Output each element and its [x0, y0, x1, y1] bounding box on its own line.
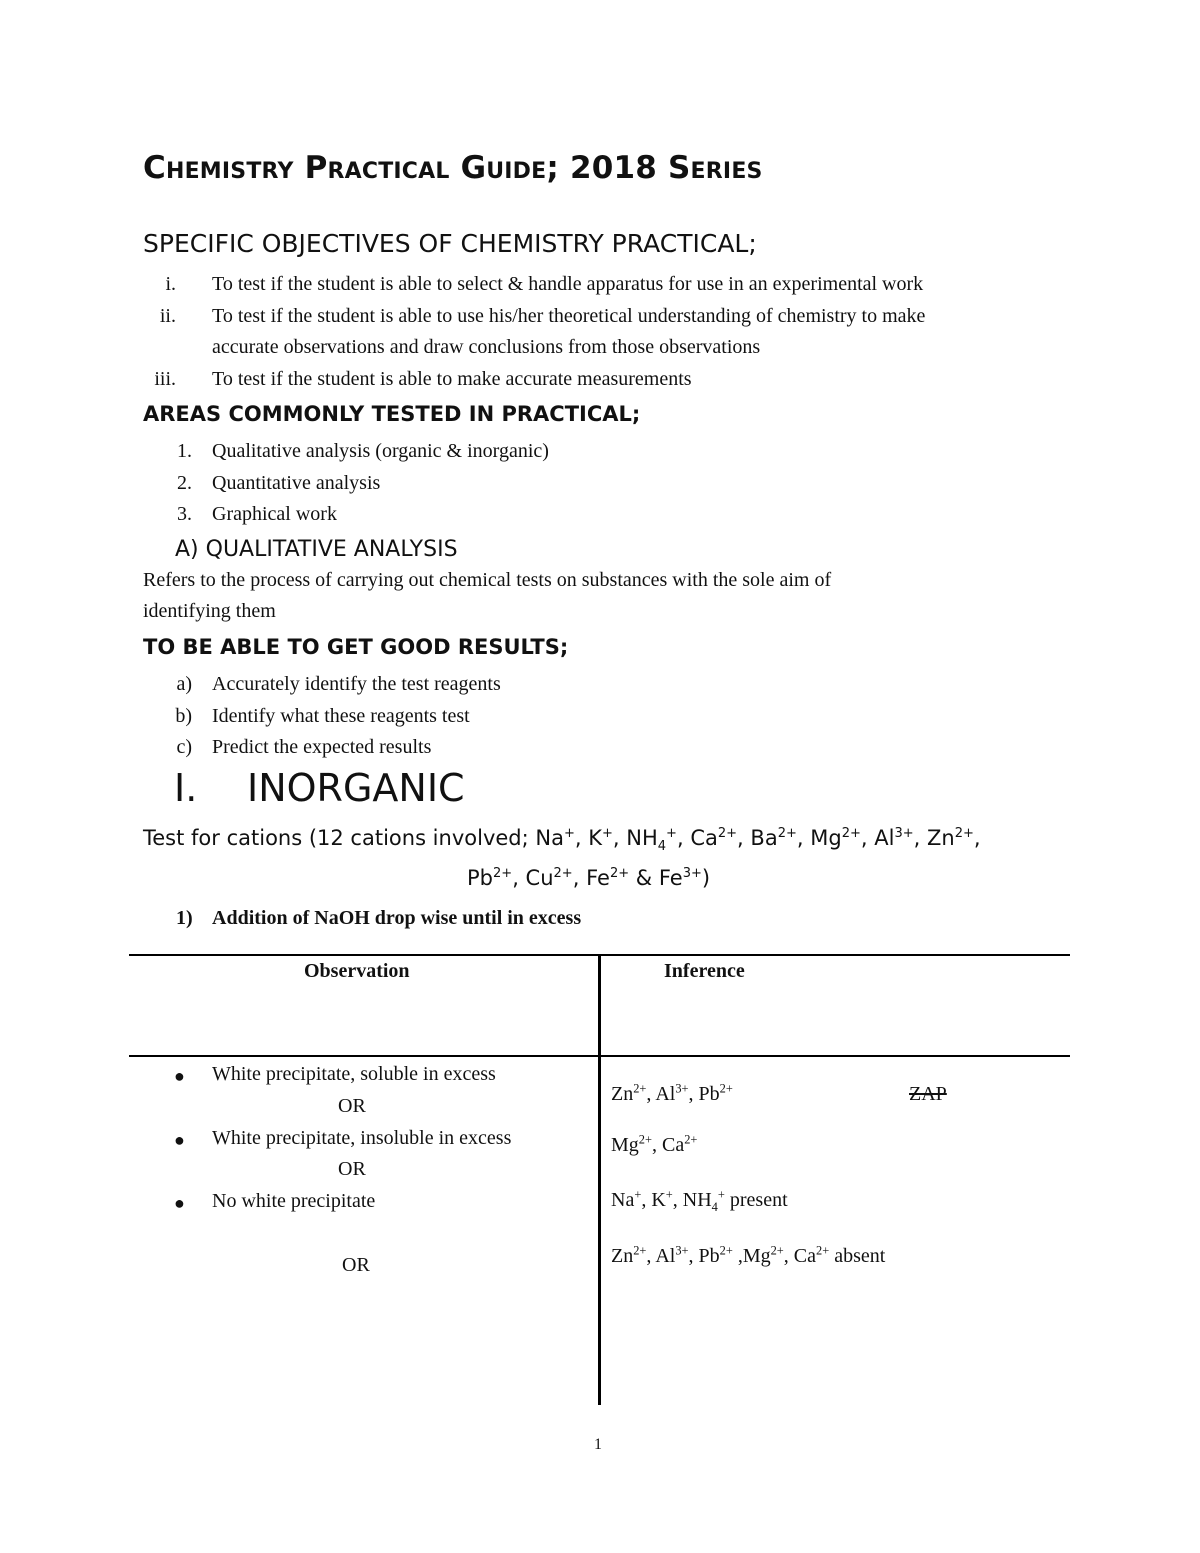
objective-number: iii. [154, 368, 176, 390]
area-text: Qualitative analysis (organic & inorganic) [212, 440, 549, 462]
objective-number: ii. [159, 305, 176, 327]
section-number: I. [174, 766, 198, 810]
good-results-heading: TO BE ABLE TO GET GOOD RESULTS; [143, 635, 569, 659]
inference-ions: Na+, K+, $NH_4^+$ present [611, 1187, 788, 1214]
areas-heading: AREAS COMMONLY TESTED IN PRACTICAL; [143, 402, 641, 426]
qualitative-heading: A) QUALITATIVE ANALYSIS [175, 537, 458, 562]
area-number: 2. [177, 472, 192, 494]
observation-text: No white precipitate [212, 1190, 376, 1212]
or-text: OR [338, 1095, 366, 1117]
objective-text: To test if the student is able to make accurate measurements [212, 368, 692, 390]
section-heading: INORGANIC [247, 766, 465, 810]
step-letter: a) [176, 673, 192, 695]
bullet-icon: ● [174, 1193, 185, 1213]
inference-ions: $Mg^{2+}$, $Ca^{2+}$ [611, 1132, 698, 1156]
observation-header: Observation [304, 960, 410, 982]
area-text: Graphical work [212, 503, 337, 525]
inference-ions: $Zn^{2+}$, $Al^{3+}$, $Pb^{2+}$ $,Mg^{2+}$, $Ca^{2+}$ absent [611, 1243, 886, 1267]
or-text: OR [342, 1254, 370, 1276]
cations-list-line: Test for cations (12 cations involved; Na+, K+, $NH_4^+$, $Ca^{2+}$, $Ba^{2+}$, $Mg^{2+}$, $Al^{3+}$, $Zn^{2+}$, [143, 826, 981, 855]
area-number: 1. [177, 440, 192, 462]
objective-text: To test if the student is able to select & handle apparatus for use in an experimental work [212, 273, 924, 295]
step-text: Accurately identify the test reagents [212, 673, 501, 695]
test-heading: Addition of NaOH drop wise until in excess [212, 907, 582, 929]
page-number: 1 [594, 1436, 602, 1453]
cations-list-line: $Pb^{2+}$, $Cu^{2+}$, $Fe^{2+}$ & $Fe^{3+}$) [467, 866, 711, 890]
observation-text: White precipitate, soluble in excess [212, 1063, 496, 1085]
inference-ions: $Zn^{2+}$, $Al^{3+}$, $Pb^{2+}$ [611, 1081, 733, 1105]
objective-text: To test if the student is able to use his/her theoretical understanding of chemistry to make [212, 305, 926, 327]
qualitative-description-line: Refers to the process of carrying out chemical tests on substances with the sole aim of [143, 569, 832, 591]
or-text: OR [338, 1158, 366, 1180]
objective-text-continuation: accurate observations and draw conclusions from those observations [212, 336, 761, 358]
table-column-divider [598, 955, 601, 1405]
mnemonic-text: ZAP [909, 1083, 947, 1105]
test-number: 1) [176, 907, 193, 929]
bullet-icon: ● [174, 1066, 185, 1086]
step-text: Predict the expected results [212, 736, 432, 758]
bullet-icon: ● [174, 1130, 185, 1150]
objective-number: i. [165, 273, 176, 295]
document-title: Chemistry Practical Guide; 2018 Series [143, 150, 763, 186]
area-text: Quantitative analysis [212, 472, 381, 494]
observation-text: White precipitate, insoluble in excess [212, 1127, 512, 1149]
objectives-heading: SPECIFIC OBJECTIVES OF CHEMISTRY PRACTICAL; [143, 229, 757, 258]
step-text: Identify what these reagents test [212, 705, 470, 727]
cations-intro: Test for cations (12 cations involved; [143, 826, 536, 850]
area-number: 3. [177, 503, 192, 525]
qualitative-description-line: identifying them [143, 600, 276, 622]
inference-header: Inference [664, 960, 745, 982]
step-letter: b) [175, 705, 192, 727]
step-letter: c) [176, 736, 192, 758]
